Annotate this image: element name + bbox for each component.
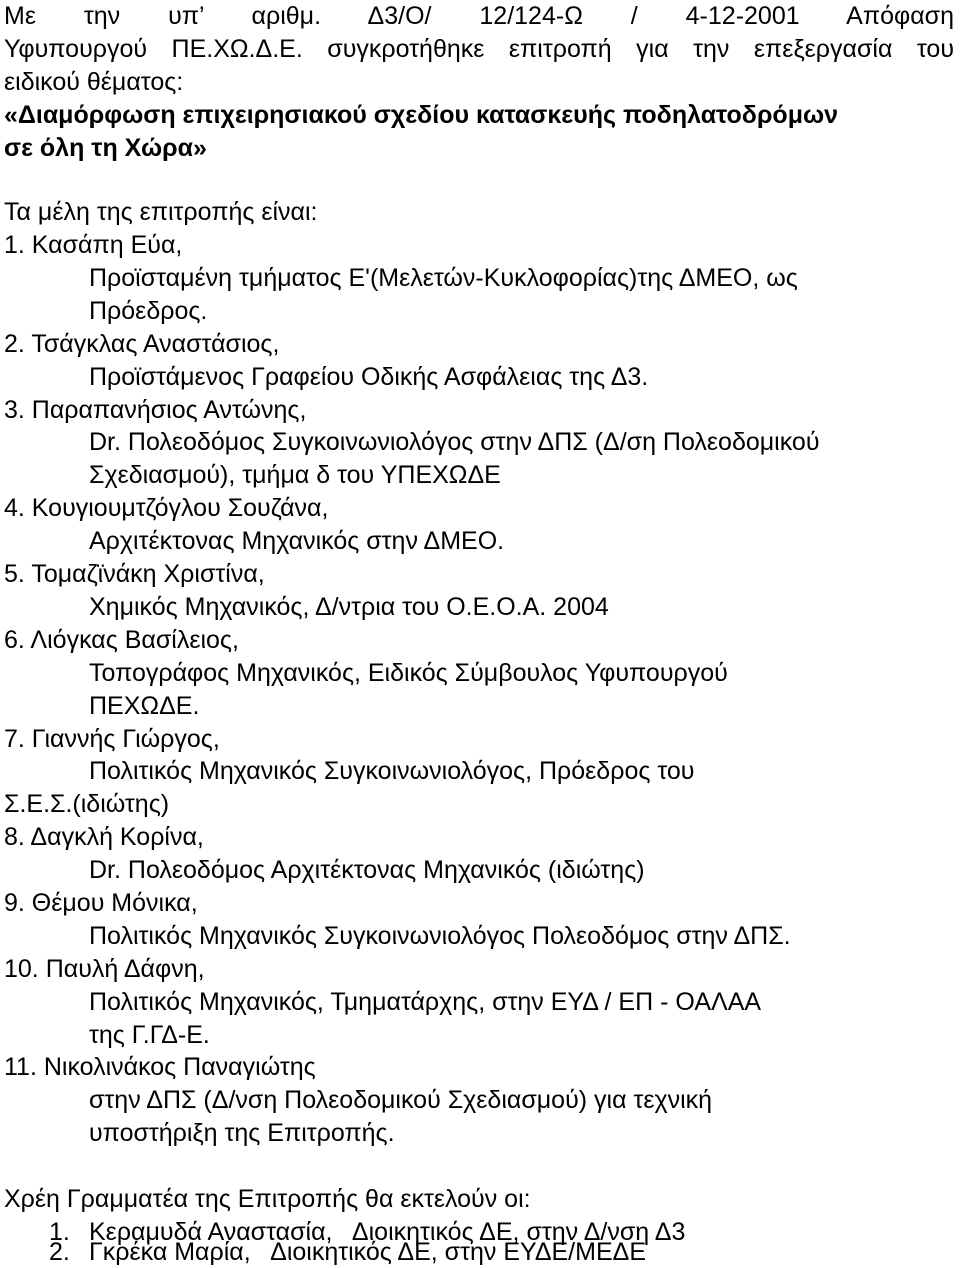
member-description: Τοπογράφος Μηχανικός, Ειδικός Σύμβουλος Υφυπουργού bbox=[89, 659, 728, 687]
member-description: Πρόεδρος. bbox=[89, 297, 208, 325]
member-description: Προϊστάμενος Γραφείου Οδικής Ασφάλειας της Δ3. bbox=[89, 363, 649, 391]
member-description: Αρχιτέκτονας Μηχανικός στην ΔΜΕΟ. bbox=[89, 527, 505, 555]
member-name: 5. Τομαζϊνάκη Χριστίνα, bbox=[4, 560, 265, 588]
member-name: 7. Γιαννής Γιώργος, bbox=[4, 725, 220, 753]
member-name: 11. Νικολινάκος Παναγιώτης bbox=[4, 1053, 316, 1081]
subject-title-line-2: σε όλη τη Χώρα» bbox=[4, 134, 207, 162]
member-name: 1. Κασάπη Εύα, bbox=[4, 231, 183, 259]
secretary-item bbox=[49, 1236, 646, 1268]
intro-line-1: Με την υπ’ αριθμ. Δ3/Ο/ 12/124-Ω / 4-12-2001 Απόφαση bbox=[4, 2, 954, 30]
member-name: 2. Τσάγκλας Αναστάσιος, bbox=[4, 330, 280, 358]
member-description: Προϊσταμένη τμήματος Ε'(Μελετών-Κυκλοφορίας)της ΔΜΕΟ, ως bbox=[89, 264, 798, 292]
member-description: υποστήριξη της Επιτροπής. bbox=[89, 1119, 395, 1147]
secretary-number: 1. bbox=[49, 1218, 70, 1246]
members-heading: Τα μέλη της επιτροπής είναι: bbox=[4, 198, 318, 226]
member-description: Dr. Πολεοδόμος Αρχιτέκτονας Μηχανικός (ιδιώτης) bbox=[89, 856, 645, 884]
secretaries-heading: Χρέη Γραμματέα της Επιτροπής θα εκτελούν οι: bbox=[4, 1185, 531, 1213]
intro-line-3: ειδικού θέματος: bbox=[4, 68, 184, 96]
member-description: Χημικός Μηχανικός, Δ/ντρια του Ο.Ε.Ο.Α. 2004 bbox=[89, 593, 609, 621]
member-name: 9. Θέμου Μόνικα, bbox=[4, 889, 198, 917]
member-description: Πολιτικός Μηχανικός, Τμηματάρχης, στην ΕΥΔ / ΕΠ - ΟΑΛΑΑ bbox=[89, 988, 762, 1016]
member-description: Πολιτικός Μηχανικός Συγκοινωνιολόγος, Πρόεδρος του bbox=[89, 757, 695, 785]
secretary-text: Γκρέκα Μαρία, Διοικητικός ΔΕ, στην ΕΥΔΕ/ΜΕΔΕ bbox=[89, 1238, 647, 1266]
member-description: ΠΕΧΩΔΕ. bbox=[89, 692, 200, 720]
subject-title-line-1: «Διαμόρφωση επιχειρησιακού σχεδίου κατασκευής ποδηλατοδρόμων bbox=[4, 101, 839, 129]
member-description: Σ.Ε.Σ.(ιδιώτης) bbox=[4, 790, 170, 818]
secretary-number: 2. bbox=[49, 1238, 70, 1266]
member-name: 6. Λιόγκας Βασίλειος, bbox=[4, 626, 239, 654]
member-description: στην ΔΠΣ (Δ/νση Πολεοδομικού Σχεδιασμού) για τεχνική bbox=[89, 1086, 713, 1114]
member-name: 8. Δαγκλή Κορίνα, bbox=[4, 823, 204, 851]
member-name: 10. Παυλή Δάφνη, bbox=[4, 955, 205, 983]
intro-line-2: Υφυπουργού ΠΕ.ΧΩ.Δ.Ε. συγκροτήθηκε επιτροπή για την επεξεργασία του bbox=[4, 35, 954, 63]
member-description: της Γ.ΓΔ-Ε. bbox=[89, 1021, 210, 1049]
member-name: 3. Παραπανήσιος Αντώνης, bbox=[4, 396, 307, 424]
member-name: 4. Κουγιουμτζόγλου Σουζάνα, bbox=[4, 494, 329, 522]
secretary-text: Κεραμυδά Αναστασία, Διοικητικός ΔΕ, στην Δ/νση Δ3 bbox=[89, 1218, 686, 1246]
member-description: Σχεδιασμού), τμήμα δ του ΥΠΕΧΩΔΕ bbox=[89, 461, 501, 489]
member-description: Πολιτικός Μηχανικός Συγκοινωνιολόγος Πολεοδόμος στην ΔΠΣ. bbox=[89, 922, 791, 950]
member-description: Dr. Πολεοδόμος Συγκοινωνιολόγος στην ΔΠΣ (Δ/ση Πολεοδομικού bbox=[89, 428, 820, 456]
